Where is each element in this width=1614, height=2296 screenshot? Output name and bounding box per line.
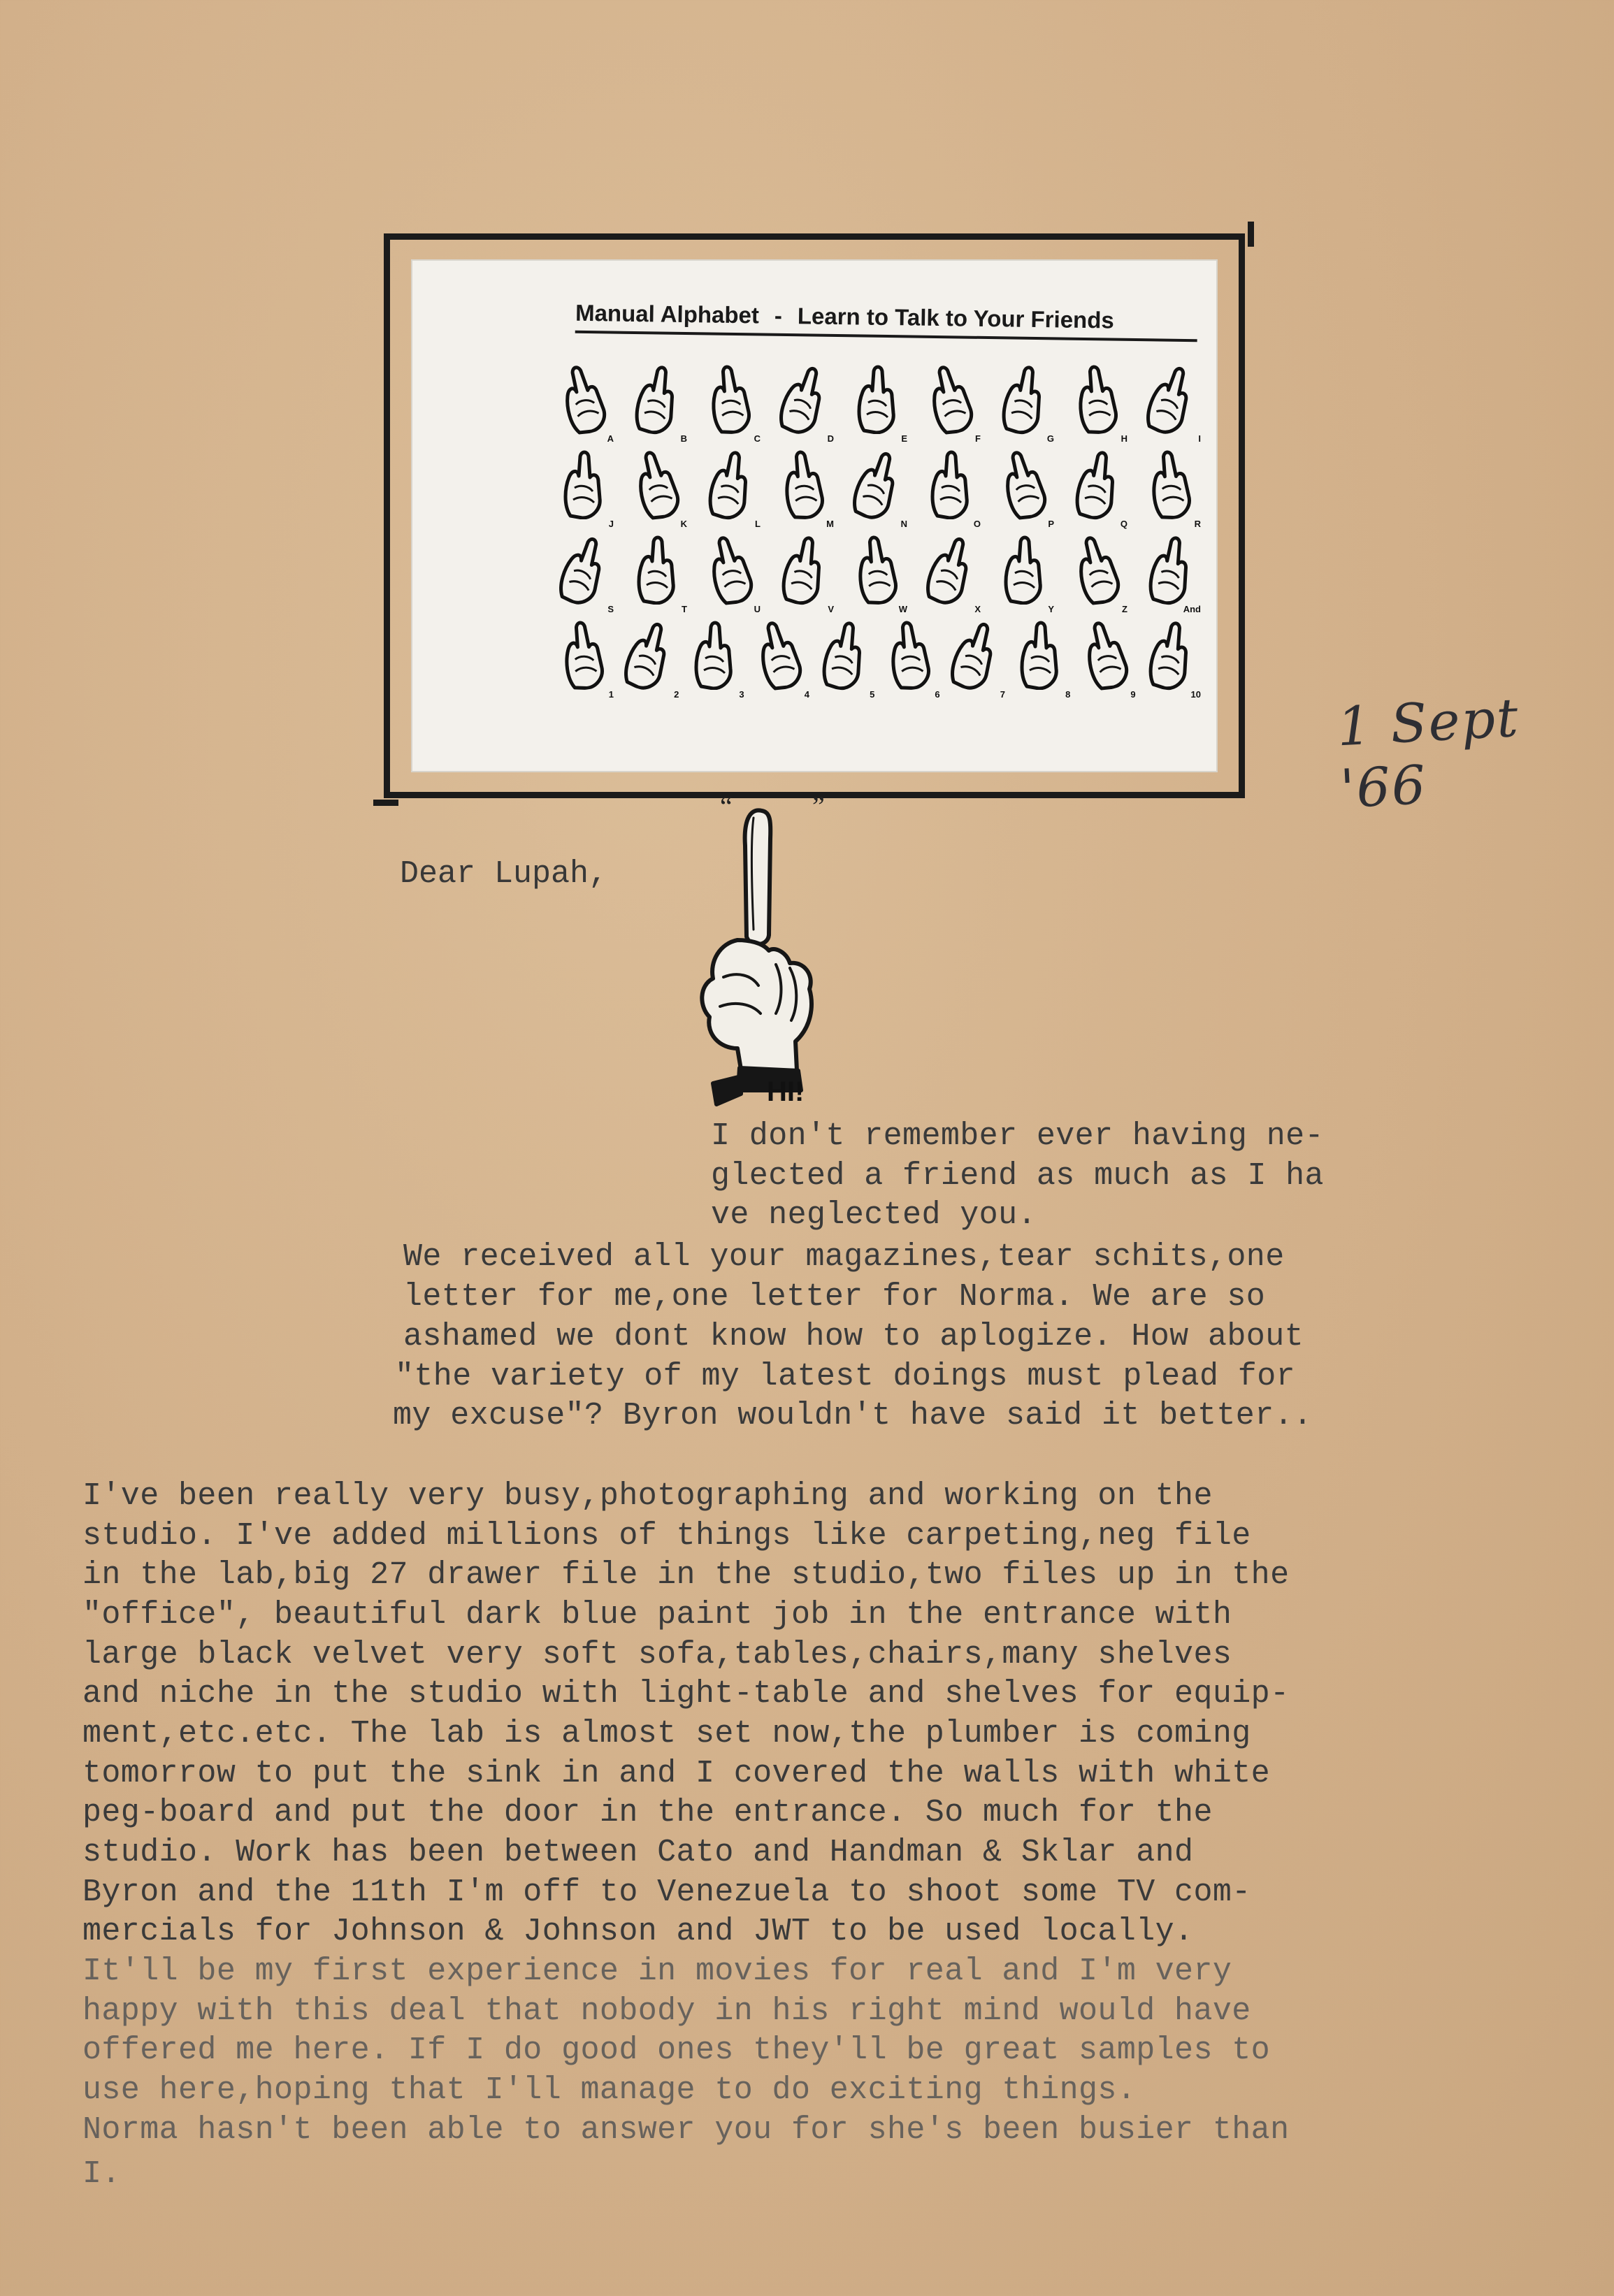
hand-sign-letter: Y — [1048, 604, 1054, 614]
hand-sign — [1145, 620, 1201, 702]
letter-line: peg-board and put the door in the entrance. So much for the — [82, 1795, 1213, 1831]
hand-sign-icon — [1140, 447, 1198, 523]
letter-line: Norma hasn't been able to answer you for she's been busier than — [82, 2112, 1290, 2148]
letter-line: offered me here. If I do good ones they'll be great samples to — [82, 2033, 1271, 2068]
hand-sign — [558, 449, 614, 532]
hand-sign-letter: Z — [1122, 604, 1127, 614]
hand-sign-row — [558, 364, 1201, 447]
hand-sign-letter: G — [1046, 433, 1054, 444]
hand-sign — [851, 364, 907, 447]
pointing-hand-icon — [671, 797, 825, 1111]
hand-sign-row — [558, 620, 1201, 702]
hand-sign — [998, 364, 1054, 447]
hand-sign-icon — [1067, 361, 1125, 438]
manual-alphabet-card-frame — [384, 233, 1245, 798]
hand-sign-letter: D — [827, 433, 834, 444]
hi-quote-left: “ — [720, 790, 733, 822]
hand-sign-icon — [1071, 614, 1137, 695]
hand-sign — [1145, 535, 1201, 617]
letter-line: mercials for Johnson & Johnson and JWT to be used locally. — [82, 1914, 1194, 1949]
hand-sign-letter: 5 — [870, 689, 875, 700]
hand-sign-letter: B — [680, 433, 687, 444]
letter-line: letter for me,one letter for Norma. We are so — [403, 1279, 1266, 1315]
hand-sign-icon — [773, 447, 831, 523]
hand-sign-icon — [614, 614, 681, 695]
letter-line: ashamed we dont know how to aplogize. How about — [403, 1319, 1304, 1355]
hand-sign-letter: A — [607, 433, 614, 444]
letter-line: "office", beautiful dark blue paint job in the entrance with — [82, 1597, 1232, 1633]
letter-line: "the variety of my latest doings must plead for — [395, 1359, 1296, 1394]
hand-sign-icon — [696, 529, 763, 609]
hand-sign-icon — [1140, 532, 1198, 608]
hand-sign-icon — [623, 444, 689, 524]
letter-line: large black velvet very soft sofa,tables,chairs,many shelves — [82, 1637, 1232, 1673]
hand-sign — [1014, 620, 1070, 702]
hand-sign-letter: P — [1048, 519, 1054, 529]
hand-sign-letter: W — [898, 604, 907, 614]
hand-sign-letter: V — [828, 604, 834, 614]
letter-line: glected a friend as much as I ha — [711, 1158, 1324, 1194]
hand-sign-icon — [700, 361, 758, 438]
hand-sign-letter: M — [826, 519, 834, 529]
hand-sign-letter: 9 — [1130, 689, 1136, 700]
hand-sign-icon — [549, 529, 616, 609]
hand-sign-letter: 3 — [739, 689, 744, 700]
letter-line: studio. Work has been between Cato and Handman & Sklar and — [82, 1835, 1194, 1870]
hand-sign — [998, 535, 1054, 617]
hand-sign-letter: T — [682, 604, 687, 614]
hand-sign-icon — [851, 364, 900, 434]
letter-line: We received all your magazines,tear schits,one — [403, 1239, 1285, 1275]
hand-sign-icon — [770, 359, 836, 439]
hand-sign-letter: E — [901, 433, 907, 444]
hand-sign-letter: K — [680, 519, 687, 529]
hi-quote-right: ” — [812, 790, 825, 822]
hand-sign-letter: C — [754, 433, 761, 444]
hand-sign-letter: 7 — [1000, 689, 1005, 700]
hand-sign-icon — [689, 620, 737, 690]
letter-line: studio. I've added millions of things like carpeting,neg file — [82, 1518, 1251, 1554]
hand-sign — [851, 535, 907, 617]
hand-sign — [925, 364, 981, 447]
hand-sign-icon — [879, 617, 937, 693]
hand-sign-icon — [773, 532, 831, 608]
hand-sign-letter: 4 — [804, 689, 809, 700]
hi-label: HI! — [767, 1076, 805, 1107]
hand-sign — [778, 535, 834, 617]
hand-sign-letter: H — [1121, 433, 1127, 444]
hand-sign — [631, 535, 687, 617]
letter-line: in the lab,big 27 drawer file in the studio,two files up in the — [82, 1557, 1290, 1593]
handwritten-date: 1 Sept '66 — [1335, 686, 1521, 821]
hand-sign-letter: U — [754, 604, 761, 614]
hand-sign — [558, 535, 614, 617]
hand-sign-letter: X — [974, 604, 981, 614]
hand-sign-letter: Q — [1120, 519, 1127, 529]
letter-line: and niche in the studio with light-table and shelves for equip- — [82, 1676, 1290, 1712]
letter-line: I. — [82, 2156, 121, 2192]
hand-sign-icon — [700, 447, 758, 523]
salutation: Dear Lupah, — [400, 856, 608, 892]
hand-sign-icon — [941, 614, 1007, 695]
hand-sign-icon — [916, 359, 983, 439]
hand-sign — [884, 620, 940, 702]
hand-sign-row — [558, 535, 1201, 617]
letter-line: I don't remember ever having ne- — [711, 1118, 1324, 1154]
hand-sign-icon — [916, 529, 983, 609]
hand-sign — [705, 535, 761, 617]
hand-sign — [925, 535, 981, 617]
hand-sign-icon — [998, 535, 1047, 605]
letter-line: I've been really very busy,photographing and working on the — [82, 1478, 1213, 1514]
hand-sign-letter: 10 — [1190, 689, 1201, 700]
hand-sign — [949, 620, 1005, 702]
hand-sign — [851, 449, 907, 532]
hand-sign-icon — [626, 361, 684, 438]
hand-sign — [754, 620, 809, 702]
hand-sign-letter: O — [973, 519, 981, 529]
hand-sign — [1072, 449, 1127, 532]
letter-line: tomorrow to put the sink in and I covered the walls with white — [82, 1756, 1271, 1791]
hand-sign — [925, 449, 981, 532]
hand-sign — [1072, 364, 1127, 447]
hand-sign-letter: J — [608, 519, 614, 529]
hand-sign-icon — [843, 444, 909, 524]
letter-line: ment,etc.etc. The lab is almost set now,the plumber is coming — [82, 1716, 1251, 1752]
hand-sign-icon — [745, 614, 812, 695]
hand-sign — [558, 364, 614, 447]
hand-sign-icon — [814, 617, 872, 693]
hand-sign-icon — [1137, 359, 1203, 439]
card-title — [575, 300, 1198, 342]
letter-line: ve neglected you. — [711, 1197, 1037, 1233]
hand-sign-grid — [558, 364, 1201, 705]
hand-sign — [558, 620, 614, 702]
hand-sign — [705, 364, 761, 447]
hand-sign-icon — [549, 359, 616, 439]
hand-sign — [623, 620, 679, 702]
hand-sign — [1072, 535, 1127, 617]
hand-sign-letter: F — [975, 433, 981, 444]
hand-sign — [819, 620, 874, 702]
hand-sign — [998, 449, 1054, 532]
hand-sign-icon — [846, 532, 905, 608]
card-title-left: Manual Alphabet — [575, 299, 760, 328]
hand-sign-icon — [1063, 529, 1130, 609]
hand-sign-icon — [990, 444, 1056, 524]
letter-line: my excuse"? Byron wouldn't have said it better.. — [393, 1398, 1313, 1434]
hand-sign-icon — [1140, 617, 1198, 693]
letter-line: happy with this deal that nobody in his right mind would have — [82, 1993, 1251, 2029]
hand-sign-letter: 1 — [608, 689, 614, 700]
hand-sign — [631, 449, 687, 532]
hand-sign-letter: 6 — [935, 689, 940, 700]
manual-alphabet-card — [411, 259, 1218, 772]
hand-sign — [631, 364, 687, 447]
hand-sign — [705, 449, 761, 532]
hand-sign-icon — [925, 449, 974, 519]
hand-sign-icon — [1067, 447, 1125, 523]
hand-sign-icon — [993, 361, 1051, 438]
hand-sign — [778, 449, 834, 532]
hand-sign-letter: N — [900, 519, 907, 529]
hand-sign-icon — [631, 535, 680, 605]
card-title-dash: - — [774, 302, 783, 328]
hand-sign-letter: I — [1198, 433, 1201, 444]
letter-line: It'll be my first experience in movies for real and I'm very — [82, 1954, 1232, 1989]
hand-sign — [778, 364, 834, 447]
letter-line: Byron and the 11th I'm off to Venezuela to shoot some TV com- — [82, 1875, 1251, 1910]
hand-sign-letter: 2 — [674, 689, 679, 700]
hand-sign — [1145, 449, 1201, 532]
hand-sign — [689, 620, 744, 702]
card-title-right: Learn to Talk to Your Friends — [797, 303, 1115, 333]
hand-sign-icon — [1014, 620, 1063, 690]
hand-sign — [1145, 364, 1201, 447]
hand-sign-icon — [553, 617, 611, 693]
hand-sign-letter: R — [1194, 519, 1201, 529]
hand-sign — [1080, 620, 1136, 702]
hand-sign-row — [558, 449, 1201, 532]
hand-sign-icon — [558, 449, 607, 519]
hand-sign-letter: And — [1183, 604, 1201, 614]
letter-line: use here,hoping that I'll manage to do exciting things. — [82, 2072, 1137, 2108]
hand-sign-letter: 8 — [1065, 689, 1071, 700]
hand-sign-letter: S — [607, 604, 614, 614]
hand-sign-letter: L — [755, 519, 761, 529]
